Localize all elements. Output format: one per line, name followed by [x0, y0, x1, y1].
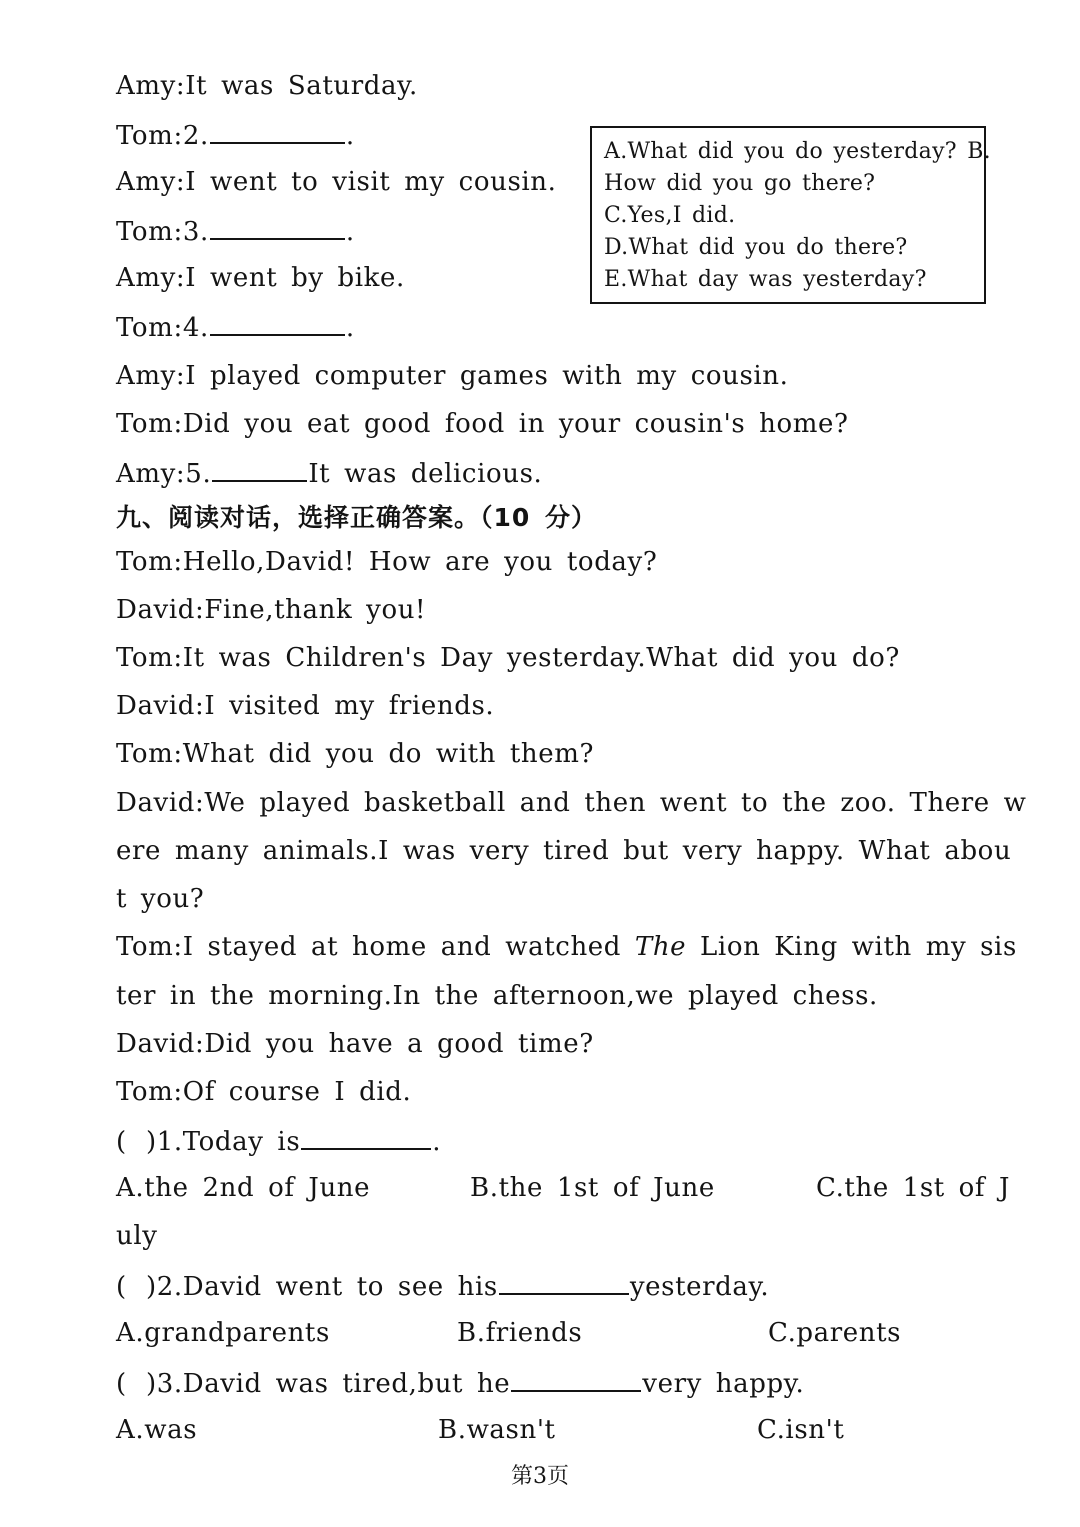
dialogue-line: Tom:2. .	[116, 118, 355, 150]
dialogue-line: Amy:5. It was delicious.	[116, 456, 542, 488]
dialogue-line: Amy:I went to visit my cousin.	[116, 167, 557, 197]
dialogue-line: Tom:What did you do with them?	[116, 739, 595, 769]
dialogue-line: Tom:3. .	[116, 214, 355, 246]
answer-paren[interactable]: (	[116, 1369, 127, 1399]
dialogue-line: David:Fine,thank you!	[116, 595, 427, 625]
answer-blank[interactable]	[212, 456, 307, 482]
answer-blank[interactable]	[511, 1366, 641, 1392]
option-b: B.the 1st of June	[470, 1173, 715, 1203]
option-a: A.grandparents	[116, 1318, 330, 1348]
option-a: A.was	[116, 1415, 198, 1445]
dialogue-line: Tom:Of course I did.	[116, 1077, 412, 1107]
dialogue-line: David:We played basketball and then went to the zoo. There w	[116, 788, 1027, 818]
dialogue-line: Tom:Hello,David! How are you today?	[116, 547, 658, 577]
dialogue-line: Tom:4. .	[116, 310, 355, 342]
dialogue-line: ere many animals.I was very tired but very happy. What abou	[116, 836, 1012, 866]
box-option: D.What did you do there?	[604, 235, 908, 260]
dialogue-line: Tom:I stayed at home and watched The Lion King with my sis	[116, 932, 1017, 962]
page-number: 第3页	[511, 1464, 569, 1489]
question-2: ( )2.David went to see his yesterday.	[116, 1269, 769, 1301]
dialogue-line: Tom:It was Children's Day yesterday.What did you do?	[116, 643, 900, 673]
option-c: C.parents	[768, 1318, 902, 1348]
option-box	[590, 126, 991, 304]
box-option: A.What did you do yesterday? B.	[604, 139, 991, 164]
box-option: C.Yes,I did.	[604, 203, 736, 228]
dialogue-line: Amy:I played computer games with my cousin.	[116, 361, 789, 391]
box-option: E.What day was yesterday?	[604, 267, 927, 292]
section-heading: 九、阅读对话，选择正确答案。（10 分）	[116, 503, 597, 532]
answer-blank[interactable]	[210, 214, 345, 240]
answer-paren[interactable]: (	[116, 1272, 127, 1302]
answer-blank[interactable]	[210, 118, 345, 144]
answer-blank[interactable]	[301, 1124, 431, 1150]
option-c-wrap: uly	[116, 1221, 158, 1251]
answer-paren[interactable]: (	[116, 1127, 127, 1157]
question-3: ( )3.David was tired,but he very happy.	[116, 1366, 804, 1398]
dialogue-line: Tom:Did you eat good food in your cousin's home?	[116, 409, 849, 439]
answer-blank[interactable]	[499, 1269, 629, 1295]
option-b: B.wasn't	[438, 1415, 556, 1445]
italic-title-word: The	[634, 932, 687, 962]
dialogue-line: ter in the morning.In the afternoon,we played chess.	[116, 981, 878, 1011]
dialogue-line: t you?	[116, 884, 205, 914]
dialogue-line: Amy:It was Saturday.	[116, 71, 418, 101]
question-1: ( )1.Today is .	[116, 1124, 441, 1156]
option-a: A.the 2nd of June	[116, 1173, 371, 1203]
box-option: How did you go there?	[604, 171, 876, 196]
dialogue-line: David:I visited my friends.	[116, 691, 495, 721]
option-c: C.the 1st of J	[816, 1173, 1011, 1203]
dialogue-line: David:Did you have a good time?	[116, 1029, 594, 1059]
option-c: C.isn't	[757, 1415, 845, 1445]
option-b: B.friends	[457, 1318, 583, 1348]
answer-blank[interactable]	[210, 310, 345, 336]
dialogue-line: Amy:I went by bike.	[116, 263, 405, 293]
